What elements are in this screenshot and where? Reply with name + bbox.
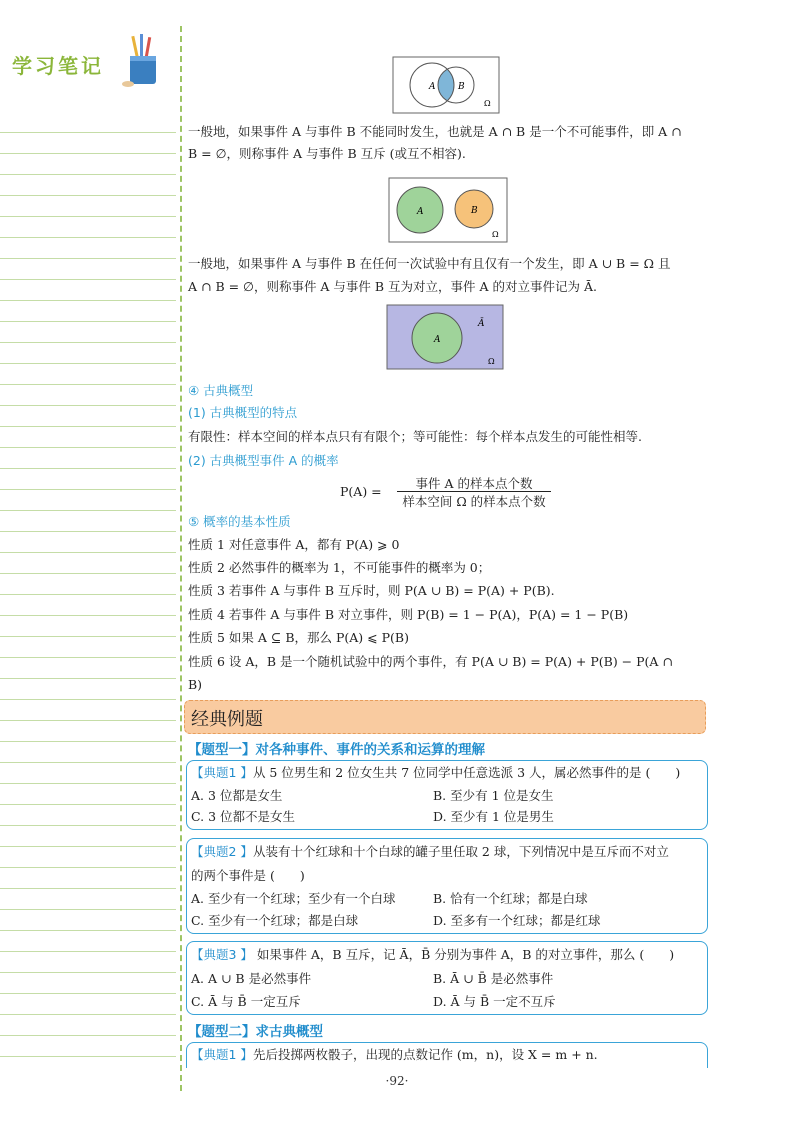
venn2-label-a: A xyxy=(417,207,424,217)
note-line xyxy=(0,132,176,133)
formula-denominator: 样本空间 Ω 的样本点个数 xyxy=(402,494,546,509)
note-line xyxy=(0,153,176,154)
question-3-option-b: B. Ā ∪ B̄ 是必然事件 xyxy=(433,971,554,986)
note-line xyxy=(0,468,176,469)
notes-column xyxy=(0,0,178,1122)
venn1-label-a: A xyxy=(429,82,436,92)
property-6-line1: 性质 6 设 A，B 是一个随机试验中的两个事件，有 P(A ∪ B) = P(A) + P(B) − P(A ∩ xyxy=(188,654,673,669)
venn-complement-figure xyxy=(386,304,504,370)
formula-numerator: 事件 A 的样本点个数 xyxy=(415,476,533,491)
question-2-stem-2: 的两个事件是 ( ) xyxy=(191,868,305,883)
question-2-stem-1: 从装有十个红球和十个白球的罐子里任取 2 球，下列情况中是互斥而不对立 xyxy=(252,844,669,859)
note-line xyxy=(0,804,176,805)
note-line xyxy=(0,1035,176,1036)
page-number: ·92· xyxy=(385,1074,409,1088)
question-3-stem-line xyxy=(191,945,674,965)
question-2-stem-line1 xyxy=(191,842,669,862)
note-line xyxy=(0,741,176,742)
note-line xyxy=(0,405,176,406)
property-1: 性质 1 对任意事件 A，都有 P(A) ⩾ 0 xyxy=(188,537,400,552)
features-text: 有限性：样本空间的样本点只有有限个；等可能性：每个样本点发生的可能性相等. xyxy=(188,429,642,444)
note-line xyxy=(0,552,176,553)
question-3-stem: 如果事件 A，B 互斥，记 Ā，B̄ 分别为事件 A，B 的对立事件，那么 ( ) xyxy=(252,947,675,962)
note-line xyxy=(0,699,176,700)
heading-basic-properties: ⑤ 概率的基本性质 xyxy=(188,514,291,529)
note-line xyxy=(0,972,176,973)
venn2-label-omega: Ω xyxy=(492,230,499,239)
question-box-2 xyxy=(186,838,708,934)
venn3-label-omega: Ω xyxy=(488,357,495,366)
venn1-label-b: B xyxy=(458,82,465,92)
note-line xyxy=(0,657,176,658)
question-1-stem-line xyxy=(191,763,680,783)
note-line xyxy=(0,783,176,784)
note-line xyxy=(0,888,176,889)
note-line xyxy=(0,216,176,217)
note-line xyxy=(0,762,176,763)
formula-lhs: P(A) = xyxy=(340,484,382,499)
note-line xyxy=(0,300,176,301)
note-line xyxy=(0,279,176,280)
examples-banner-title: 经典例题 xyxy=(191,709,263,730)
note-line xyxy=(0,447,176,448)
note-line xyxy=(0,384,176,385)
property-5: 性质 5 如果 A ⊆ B，那么 P(A) ⩽ P(B) xyxy=(188,630,409,645)
note-line xyxy=(0,321,176,322)
question-box-1 xyxy=(186,760,708,830)
question-2-option-c: C. 至少有一个红球；都是白球 xyxy=(191,913,359,928)
note-line xyxy=(0,720,176,721)
question-2-option-b: B. 恰有一个红球；都是白球 xyxy=(433,891,588,906)
subheading-probability: (2) 古典概型事件 A 的概率 xyxy=(188,453,339,468)
para-mutual-exclusive-line1: 一般地，如果事件 A 与事件 B 不能同时发生，也就是 A ∩ B 是一个不可能事件，即 A ∩ xyxy=(188,124,682,139)
venn-intersection-figure xyxy=(392,56,500,114)
note-line xyxy=(0,342,176,343)
note-line xyxy=(0,195,176,196)
question-box-4 xyxy=(186,1042,708,1068)
column-divider xyxy=(180,26,182,1091)
note-line xyxy=(0,636,176,637)
note-line xyxy=(0,237,176,238)
note-line xyxy=(0,174,176,175)
property-2: 性质 2 必然事件的概率为 1，不可能事件的概率为 0； xyxy=(188,560,491,575)
venn3-label-a: A xyxy=(434,335,441,345)
question-1-tag: 【典题1 】 xyxy=(191,765,253,780)
note-line xyxy=(0,258,176,259)
property-6-line2: B) xyxy=(188,677,203,692)
question-1-stem: 从 5 位男生和 2 位女生共 7 位同学中任意选派 3 人，属必然事件的是 ( ) xyxy=(252,765,681,780)
note-line xyxy=(0,909,176,910)
question-1-option-a: A. 3 位都是女生 xyxy=(191,788,283,803)
venn-disjoint-figure xyxy=(388,177,508,243)
note-line xyxy=(0,594,176,595)
note-line xyxy=(0,678,176,679)
question-4-tag: 【典题1 】 xyxy=(191,1047,253,1062)
note-line xyxy=(0,615,176,616)
venn3-label-abar: Ā xyxy=(478,319,485,329)
question-2-option-d: D. 至多有一个红球；都是红球 xyxy=(433,913,601,928)
question-4-stem: 先后投掷两枚骰子，出现的点数记作 (m，n)，设 X = m + n. xyxy=(252,1047,598,1062)
note-line xyxy=(0,1056,176,1057)
property-3: 性质 3 若事件 A 与事件 B 互斥时，则 P(A ∪ B) = P(A) + P(B). xyxy=(188,583,555,598)
pencil-cup-icon xyxy=(120,34,166,90)
para-mutual-exclusive-line2: B = ∅，则称事件 A 与事件 B 互斥 (或互不相容). xyxy=(188,146,466,161)
note-line xyxy=(0,867,176,868)
question-3-option-a: A. A ∪ B 是必然事件 xyxy=(191,971,312,986)
question-3-tag: 【典题3 】 xyxy=(191,947,253,962)
question-box-3 xyxy=(186,941,708,1015)
note-line xyxy=(0,363,176,364)
note-line xyxy=(0,489,176,490)
venn1-label-omega: Ω xyxy=(484,99,491,108)
venn2-label-b: B xyxy=(471,206,478,216)
question-3-option-d: D. Ā 与 B̄ 一定不互斥 xyxy=(433,994,556,1009)
para-opposite-line2: A ∩ B = ∅，则称事件 A 与事件 B 互为对立，事件 A 的对立事件记为 Ā. xyxy=(188,279,597,294)
property-4: 性质 4 若事件 A 与事件 B 对立事件，则 P(B) = 1 − P(A)，P(A) = 1 − P(B) xyxy=(188,607,629,622)
type2-heading: 【题型二】求古典概型 xyxy=(188,1024,323,1040)
note-line xyxy=(0,573,176,574)
subheading-features: (1) 古典概型的特点 xyxy=(188,405,298,420)
para-opposite-line1: 一般地，如果事件 A 与事件 B 在任何一次试验中有且仅有一个发生，即 A ∪ B = Ω 且 xyxy=(188,256,671,271)
note-line xyxy=(0,951,176,952)
question-3-option-c: C. Ā 与 B̄ 一定互斥 xyxy=(191,994,301,1009)
note-line xyxy=(0,426,176,427)
question-1-option-b: B. 至少有 1 位是女生 xyxy=(433,788,554,803)
question-1-option-c: C. 3 位都不是女生 xyxy=(191,809,295,824)
question-4-stem-line xyxy=(191,1045,598,1065)
note-line xyxy=(0,510,176,511)
question-2-tag: 【典题2 】 xyxy=(191,844,253,859)
examples-banner xyxy=(184,700,706,734)
notes-title: 学习笔记 xyxy=(12,54,104,78)
note-line xyxy=(0,825,176,826)
type1-heading: 【题型一】对各种事件、事件的关系和运算的理解 xyxy=(188,742,485,758)
question-2-option-a: A. 至少有一个红球；至少有一个白球 xyxy=(191,891,396,906)
note-line xyxy=(0,993,176,994)
note-line xyxy=(0,846,176,847)
note-line xyxy=(0,930,176,931)
heading-classical-probability: ④ 古典概型 xyxy=(188,383,254,398)
note-line xyxy=(0,531,176,532)
question-1-option-d: D. 至少有 1 位是男生 xyxy=(433,809,554,824)
note-line xyxy=(0,1014,176,1015)
